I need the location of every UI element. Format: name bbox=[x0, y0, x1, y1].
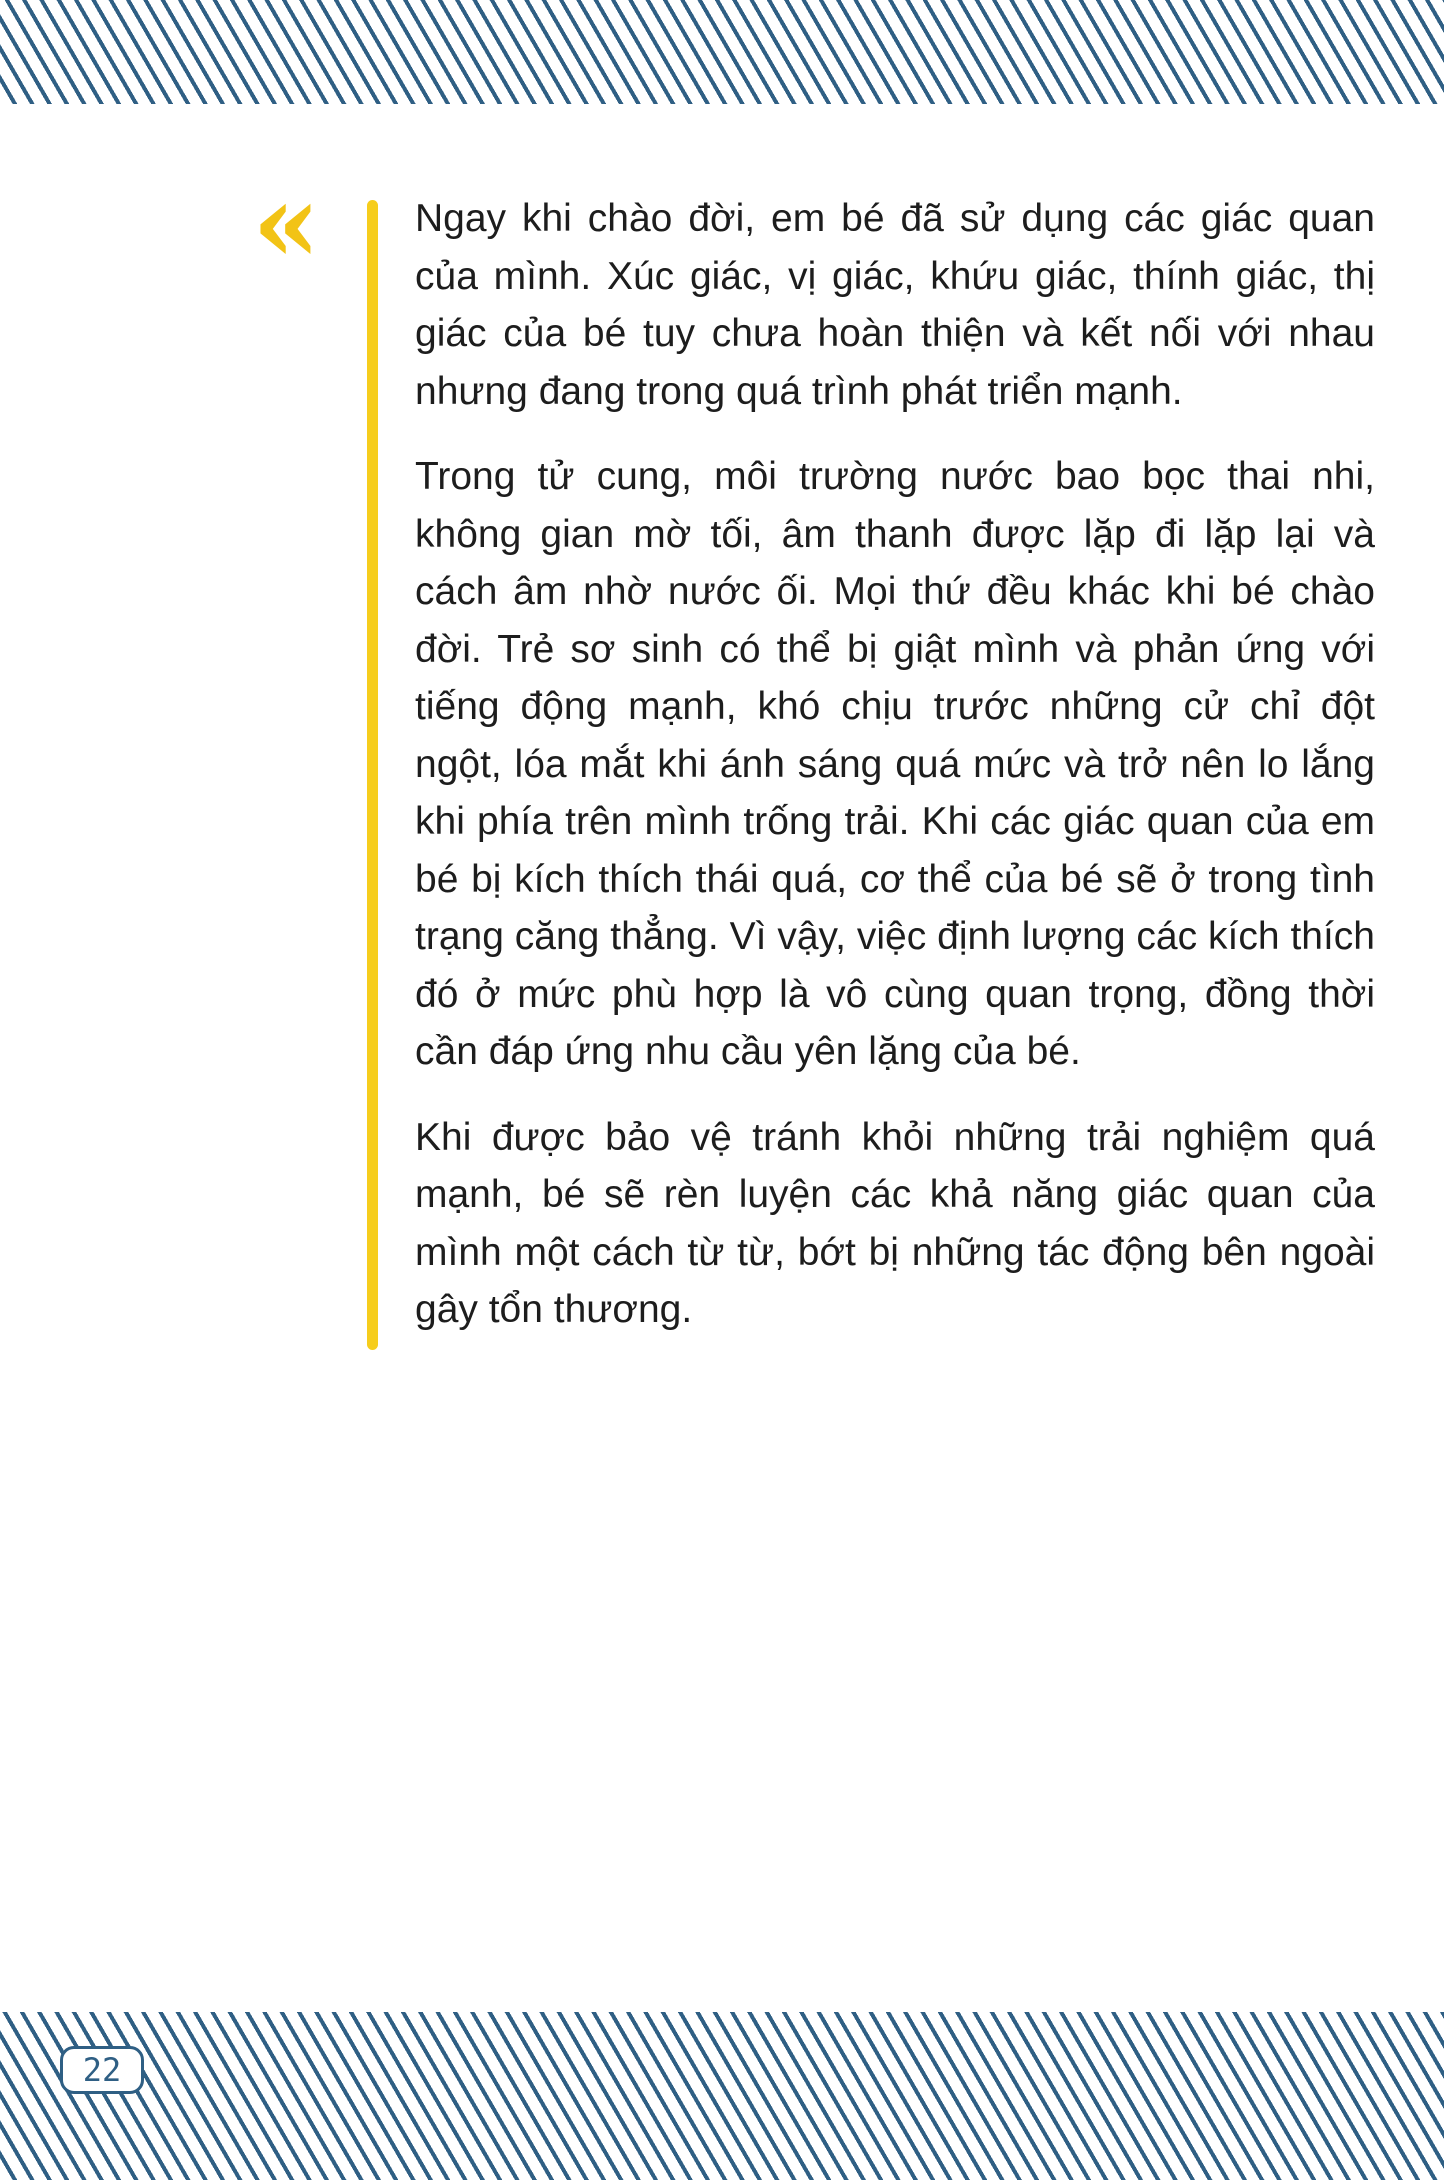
bottom-stripe-border bbox=[0, 2012, 1444, 2180]
quote-body bbox=[415, 190, 1375, 1367]
top-stripe-border bbox=[0, 0, 1444, 104]
quote-accent-bar bbox=[367, 200, 378, 1350]
paragraph: Ngay khi chào đời, em bé đã sử dụng các giác quan của mình. Xúc giác, vị giác, khứu giác, thính giác, thị giác của bé tuy chưa hoàn thiện và kết nối với nhau nhưng đang trong quá trình phát triển mạnh. bbox=[415, 197, 1375, 413]
paragraph: Khi được bảo vệ tránh khỏi những trải nghiệm quá mạnh, bé sẽ rèn luyện các khả năng giác quan của mình một cách từ từ, bớt bị những tác động bên ngoài gây tổn thương. bbox=[415, 1115, 1375, 1331]
quote-icon: « bbox=[252, 158, 321, 287]
paragraph: Trong tử cung, môi trường nước bao bọc thai nhi, không gian mờ tối, âm thanh được lặp đi lặp lại và cách âm nhờ nước ối. Mọi thứ đều khác khi bé chào đời. Trẻ sơ sinh có thể bị giật mình và phản ứng với tiếng động mạnh, khó chịu trước những cử chỉ đột ngột, lóa mắt khi ánh sáng quá mức và trở nên lo lắng khi phía trên mình trống trải. Khi các giác quan của em bé bị kích thích thái quá, cơ thể của bé sẽ ở trong tình trạng căng thẳng. Vì vậy, việc định lượng các kích thích đó ở mức phù hợp là vô cùng quan trọng, đồng thời cần đáp ứng nhu cầu yên lặng của bé. bbox=[415, 455, 1375, 1073]
page-number: 22 bbox=[60, 2046, 144, 2094]
